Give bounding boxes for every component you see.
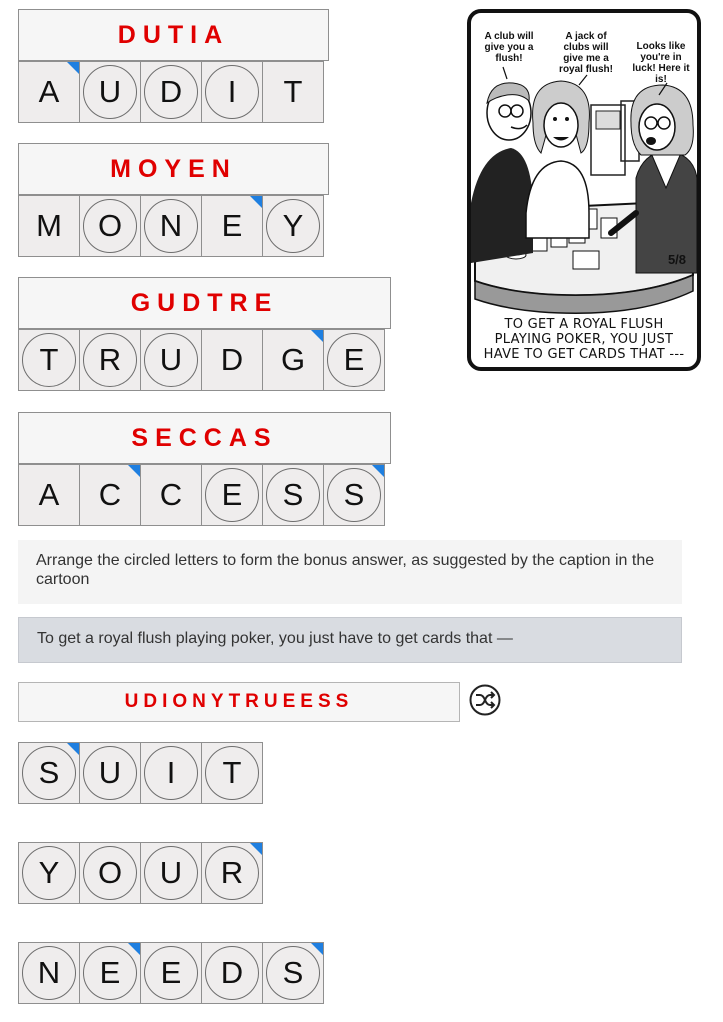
speech-bubble-middle: A jack of clubs will give me a royal flush! [559, 31, 613, 75]
tile-letter: Y [38, 855, 60, 890]
letter-tile-circled[interactable] [140, 61, 202, 123]
letter-tile-circled[interactable] [323, 464, 385, 526]
bonus-word-3 [18, 942, 324, 1004]
tile-letter: E [221, 208, 243, 243]
letter-tile-circled[interactable] [18, 842, 80, 904]
tile-letter: R [220, 855, 244, 890]
tile-letter: R [98, 342, 122, 377]
tile-letter: G [280, 342, 306, 377]
cartoon-caption: TO GET A ROYAL FLUSH PLAYING POKER, YOU JUST HAVE TO GET CARDS THAT --- [483, 317, 685, 362]
tile-letter: U [159, 855, 183, 890]
answer-tiles [18, 329, 391, 391]
letter-tile-circled[interactable] [262, 195, 324, 257]
cartoon-date: 5/8 [667, 252, 687, 267]
letter-tile-circled[interactable] [79, 842, 141, 904]
tile-letter: E [99, 955, 121, 990]
cartoon-panel [467, 9, 701, 371]
tile-letter: S [38, 755, 60, 790]
bonus-jumble: UDIONYTRUEESS [18, 682, 460, 722]
letter-tile-circled[interactable] [262, 942, 324, 1004]
letter-tile[interactable] [18, 195, 80, 257]
tile-letter: S [343, 477, 365, 512]
tile-letter: U [159, 342, 183, 377]
letter-tile[interactable] [262, 61, 324, 123]
tile-letter: E [160, 955, 182, 990]
jumble-word: SECCAS [18, 412, 391, 464]
tile-letter: T [39, 342, 59, 377]
tile-letter: U [98, 74, 122, 109]
bonus-word-1 [18, 742, 263, 804]
letter-tile-circled[interactable] [79, 329, 141, 391]
answer-tiles [18, 464, 391, 526]
tile-letter: T [283, 74, 303, 109]
speech-bubble-right: Looks like you're in luck! Here it is! [632, 41, 690, 85]
letter-tile-circled[interactable] [201, 464, 263, 526]
letter-tile[interactable] [79, 464, 141, 526]
letter-tile-circled[interactable] [140, 942, 202, 1004]
answer-tiles [18, 61, 329, 123]
letter-tile-circled[interactable] [140, 195, 202, 257]
puzzle-3 [18, 277, 391, 391]
tile-letter: N [37, 955, 61, 990]
tile-letter: D [220, 342, 244, 377]
tile-letter: T [222, 755, 242, 790]
letter-tile-circled[interactable] [18, 742, 80, 804]
letter-tile-circled[interactable] [79, 942, 141, 1004]
answer-tiles [18, 742, 263, 804]
tile-letter: D [159, 74, 183, 109]
tile-letter: E [221, 477, 243, 512]
letter-tile[interactable] [262, 329, 324, 391]
tile-letter: D [220, 955, 244, 990]
jumble-word: DUTIA [18, 9, 329, 61]
jumble-word: GUDTRE [18, 277, 391, 329]
caption-bar: To get a royal flush playing poker, you just have to get cards that — [18, 617, 682, 663]
letter-tile-circled[interactable] [18, 329, 80, 391]
tile-letter: A [38, 74, 60, 109]
tile-letter: U [98, 755, 122, 790]
tile-letter: A [38, 477, 60, 512]
letter-tile[interactable] [18, 61, 80, 123]
letter-tile-circled[interactable] [140, 842, 202, 904]
letter-tile-circled[interactable] [201, 61, 263, 123]
letter-tile-circled[interactable] [79, 742, 141, 804]
letter-tile[interactable] [18, 464, 80, 526]
instructions: Arrange the circled letters to form the bonus answer, as suggested by the caption in the cartoon [18, 540, 682, 604]
letter-tile-circled[interactable] [201, 742, 263, 804]
jumble-word: MOYEN [18, 143, 329, 195]
shuffle-icon[interactable] [469, 684, 501, 716]
tile-letter: O [97, 855, 123, 890]
tile-letter: N [159, 208, 183, 243]
letter-tile-circled[interactable] [201, 842, 263, 904]
tile-letter: I [227, 74, 237, 109]
tile-letter: E [343, 342, 365, 377]
tile-letter: Y [282, 208, 304, 243]
answer-tiles [18, 842, 263, 904]
letter-tile-circled[interactable] [140, 742, 202, 804]
puzzle-2 [18, 143, 329, 257]
letter-tile-circled[interactable] [140, 329, 202, 391]
letter-tile-circled[interactable] [79, 195, 141, 257]
letter-tile-circled[interactable] [323, 329, 385, 391]
letter-tile[interactable] [140, 464, 202, 526]
letter-tile-circled[interactable] [79, 61, 141, 123]
answer-tiles [18, 195, 329, 257]
tile-letter: S [282, 477, 304, 512]
tile-letter: S [282, 955, 304, 990]
tile-letter: M [36, 208, 62, 243]
letter-tile-circled[interactable] [262, 464, 324, 526]
letter-tile-circled[interactable] [18, 942, 80, 1004]
letter-tile-circled[interactable] [201, 942, 263, 1004]
tile-letter: O [97, 208, 123, 243]
tile-letter: I [166, 755, 176, 790]
tile-letter: C [98, 477, 122, 512]
letter-tile[interactable] [201, 195, 263, 257]
bonus-word-2 [18, 842, 263, 904]
puzzle-4 [18, 412, 391, 526]
speech-bubble-left: A club will give you a flush! [484, 31, 534, 64]
puzzle-1 [18, 9, 329, 123]
answer-tiles [18, 942, 324, 1004]
tile-letter: C [159, 477, 183, 512]
letter-tile[interactable] [201, 329, 263, 391]
